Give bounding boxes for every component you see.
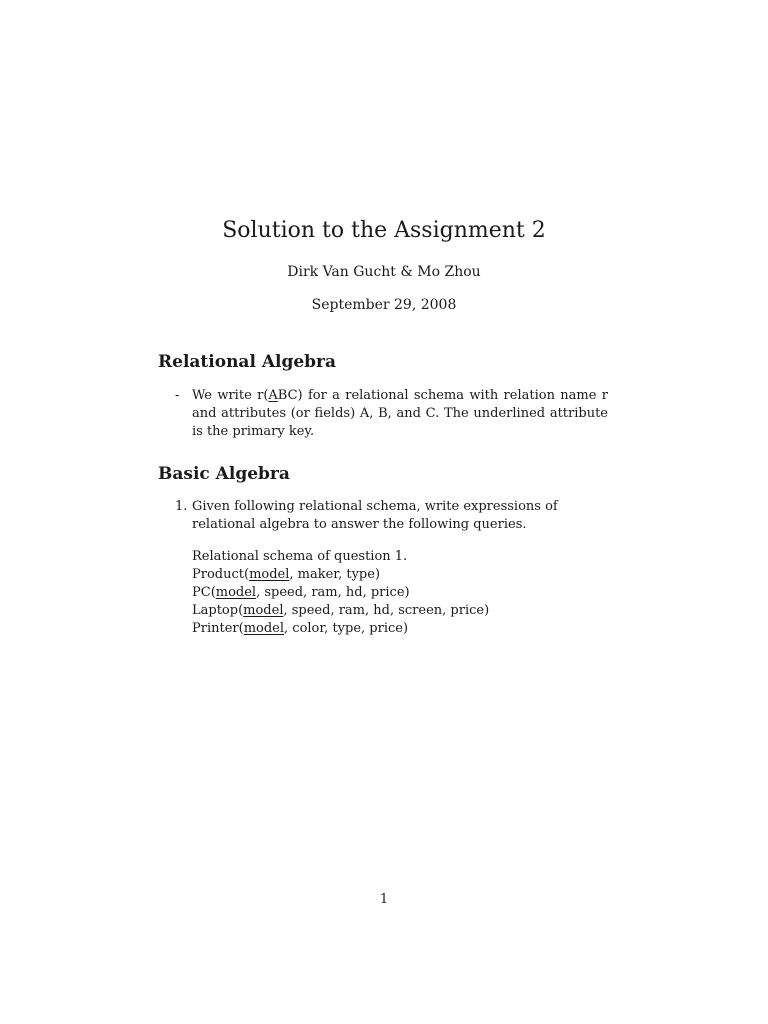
section-heading-relational-algebra: Relational Algebra: [158, 352, 337, 372]
item-number: 1.: [175, 499, 188, 514]
underlined-attribute: A: [268, 388, 278, 403]
relation-attributes: , maker, type): [289, 567, 381, 582]
relation-name: PC(: [192, 585, 216, 600]
bullet-marker: -: [175, 388, 180, 403]
relation-attributes: , color, type, price): [284, 621, 409, 636]
primary-key: model: [243, 621, 285, 636]
schema-relation-pc: [192, 584, 592, 602]
primary-key: model: [215, 585, 257, 600]
section-heading-basic-algebra: Basic Algebra: [158, 464, 290, 484]
question-text: Given following relational schema, write expressions of relational algebra to answer the following queries.: [192, 499, 558, 532]
relation-name: Printer(: [192, 621, 244, 636]
date-line: September 29, 2008: [311, 297, 457, 313]
page-number: 1: [379, 892, 389, 907]
primary-key: model: [249, 567, 290, 582]
bullet-text: [192, 387, 608, 441]
relation-attributes: , speed, ram, hd, screen, price): [283, 603, 490, 618]
schema-relation-printer: [192, 620, 592, 638]
relation-name: Laptop(: [192, 603, 244, 618]
author-line: Dirk Van Gucht & Mo Zhou: [287, 264, 481, 280]
bullet-text-start: We write r(: [192, 388, 269, 403]
schema-caption: Relational schema of question 1.: [192, 549, 408, 564]
relation-attributes: , speed, ram, hd, price): [256, 585, 410, 600]
schema-relation-product: [192, 566, 592, 584]
schema-block: [192, 548, 592, 638]
schema-relation-laptop: [192, 602, 592, 620]
document-title: Solution to the Assignment 2: [222, 218, 546, 243]
primary-key: model: [243, 603, 284, 618]
bullet-text-end: BC) for a relational schema with relation name r and attributes (or fields) A, B, and C. The underlined attribute is the primary key.: [192, 388, 608, 439]
relation-name: Product(: [192, 567, 250, 582]
